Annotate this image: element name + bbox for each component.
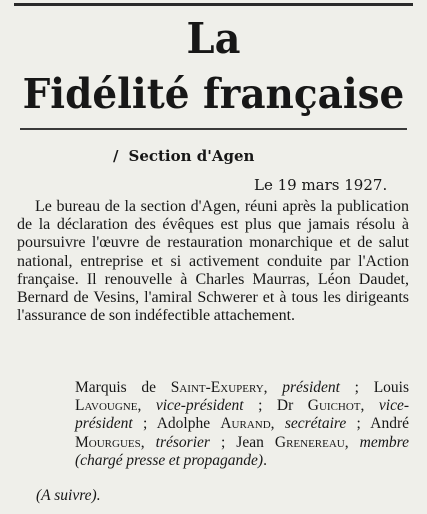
signatory-role: président bbox=[282, 379, 340, 396]
signatory: Dr Guichot, vice-président ; bbox=[75, 397, 409, 433]
signatory-name: Saint-Exupery bbox=[170, 379, 264, 396]
signatory-role: vice-président bbox=[75, 397, 409, 433]
signatory-name: Mourgues bbox=[75, 433, 141, 451]
signatory-name: Guichot bbox=[307, 397, 361, 415]
signatory-role: secrétaire bbox=[284, 415, 347, 433]
signatory: Jean Grenereau, membre (chargé presse et propagande). bbox=[75, 433, 410, 469]
headline-line-2: Fidélité française bbox=[22, 70, 405, 118]
section-slash: / bbox=[113, 147, 119, 165]
signatory: Marquis de Saint-Exupery, président ; bbox=[75, 379, 374, 396]
to-be-continued: (A suivre). bbox=[36, 487, 101, 504]
headline-divider bbox=[20, 128, 407, 130]
section-heading bbox=[113, 147, 254, 165]
signatory-name: Grenereau bbox=[274, 433, 345, 451]
signatory-name: Aurand bbox=[220, 415, 271, 433]
signatory: André Mourgues, trésorier ; bbox=[75, 415, 409, 451]
signatory-name: Lavougne bbox=[75, 397, 138, 415]
signatory-role: membre (chargé presse et propagande) bbox=[75, 433, 410, 469]
signatory-role: vice-président bbox=[155, 397, 244, 415]
signatory: Louis Lavougne, vice-président ; bbox=[75, 379, 409, 415]
top-rule bbox=[14, 3, 413, 6]
signatory-role: trésorier bbox=[155, 433, 210, 451]
article-body: Le bureau de la section d'Agen, réuni après la publication de la déclaration des évêques est plus que jamais résolu à poursuivre l'œuvre de restauration monarchique et de salut national, entreprise et si activement conduite par l'Action française. Il renouvelle à Charles Maurras, Léon Daudet, Bernard de Vesins, l'amiral Schwerer et à tous les dirigeants l'assurance de son indéfectible attachement. bbox=[17, 198, 409, 325]
section-title: Section d'Agen bbox=[128, 147, 255, 165]
article-date: Le 19 mars 1927. bbox=[254, 176, 388, 194]
headline-line-1: La bbox=[186, 14, 241, 63]
signatory: Adolphe Aurand, secrétaire ; bbox=[156, 415, 371, 433]
signatories bbox=[17, 379, 409, 470]
